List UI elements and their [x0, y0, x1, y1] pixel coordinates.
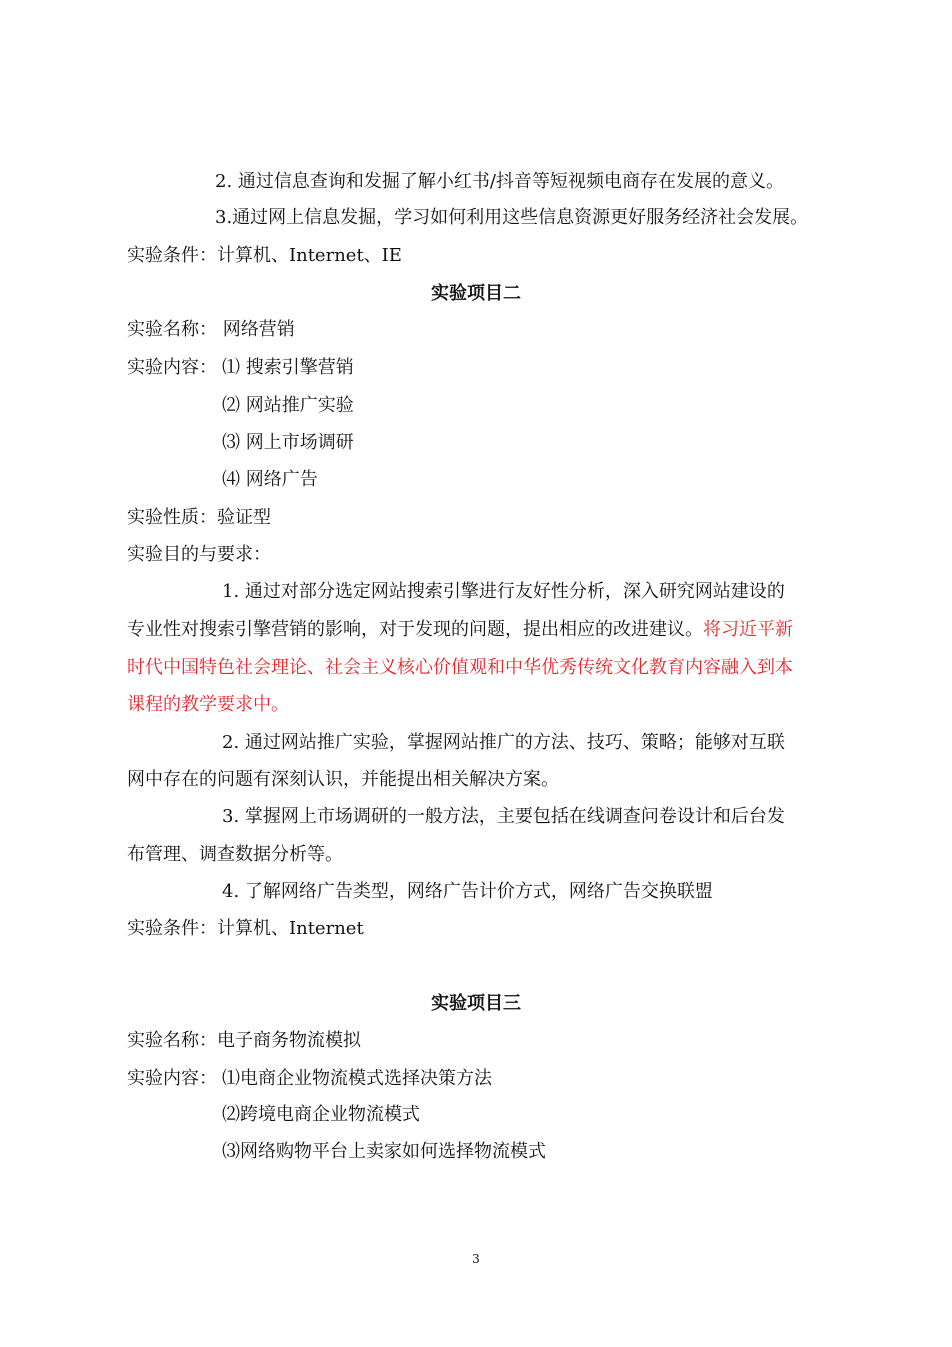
experiment-name: 实验名称：电子商务物流模拟 — [127, 1030, 361, 1051]
purpose-paragraph-1-line-2 — [127, 619, 793, 641]
purpose-item-3: 3.通过网上信息发掘，学习如何利用这些信息资源更好服务经济社会发展。 — [215, 207, 809, 228]
ideology-requirement-highlight: 时代中国特色社会理论、社会主义核心价值观和中华优秀传统文化教育内容融入到本 — [127, 657, 793, 678]
purpose-item-2: 2. 通过信息查询和发掘了解小红书/抖音等短视频电商存在发展的意义。 — [215, 171, 784, 192]
experiment-name: 实验名称： 网络营销 — [127, 319, 295, 340]
ideology-requirement-highlight: 课程的教学要求中。 — [127, 694, 289, 715]
purpose-paragraph-1-line-1: 1. 通过对部分选定网站搜索引擎进行友好性分析，深入研究网站建设的 — [222, 581, 785, 602]
page-number: 3 — [472, 1252, 480, 1266]
content-item: ⑵跨境电商企业物流模式 — [222, 1104, 420, 1125]
experiment-content-label: 实验内容： — [127, 1068, 217, 1089]
content-item: ⑶网络购物平台上卖家如何选择物流模式 — [222, 1141, 546, 1162]
purpose-label: 实验目的与要求： — [127, 544, 271, 565]
experiment-nature: 实验性质：验证型 — [127, 507, 271, 528]
content-item: ⑶ 网上市场调研 — [222, 432, 354, 453]
purpose-paragraph-2-line-2: 网中存在的问题有深刻认识，并能提出相关解决方案。 — [127, 769, 559, 790]
section-title-project-2: 实验项目二 — [431, 283, 521, 304]
content-item: ⑵ 网站推广实验 — [222, 395, 354, 416]
content-item: ⑷ 网络广告 — [222, 469, 318, 490]
section-title-project-3: 实验项目三 — [431, 993, 521, 1014]
experiment-conditions: 实验条件：计算机、Internet — [127, 918, 364, 939]
experiment-conditions: 实验条件：计算机、Internet、IE — [127, 245, 402, 266]
experiment-content-label: 实验内容： — [127, 357, 217, 378]
ideology-requirement-highlight: 将习近平新 — [703, 619, 793, 640]
purpose-paragraph-1-text: 专业性对搜索引擎营销的影响，对于发现的问题，提出相应的改进建议。 — [127, 619, 703, 640]
purpose-paragraph-3-line-1: 3. 掌握网上市场调研的一般方法，主要包括在线调查问卷设计和后台发 — [222, 806, 785, 827]
purpose-paragraph-3-line-2: 布管理、调查数据分析等。 — [127, 844, 343, 865]
purpose-paragraph-2-line-1: 2. 通过网站推广实验，掌握网站推广的方法、技巧、策略；能够对互联 — [222, 732, 785, 753]
content-item: ⑴ 搜索引擎营销 — [222, 357, 354, 378]
content-item: ⑴电商企业物流模式选择决策方法 — [222, 1068, 492, 1089]
purpose-paragraph-4: 4. 了解网络广告类型，网络广告计价方式，网络广告交换联盟 — [222, 881, 713, 902]
